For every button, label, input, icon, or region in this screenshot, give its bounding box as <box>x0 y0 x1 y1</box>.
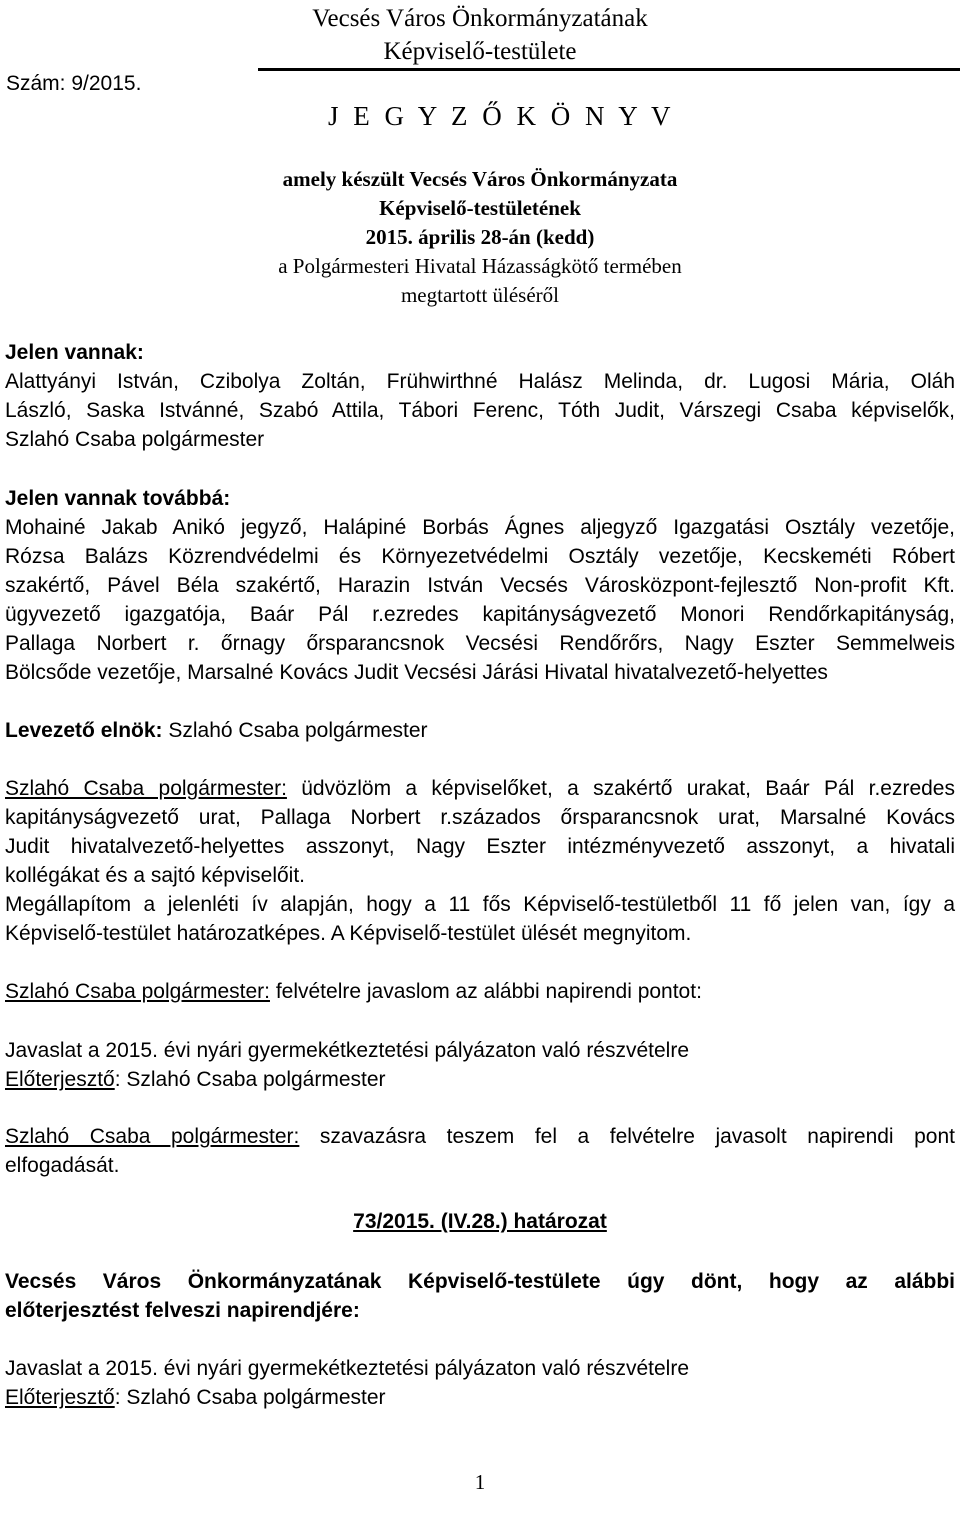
also-present-line: Bölcsőde vezetője, Marsalné Kovács Judit Vecsési Járási Hivatal hivatalvezető-helyettes <box>5 661 828 684</box>
subtitle-line3: 2015. április 28-án (kedd) <box>365 225 595 249</box>
speech3-line <box>5 1122 955 1151</box>
decision-item: Javaslat a 2015. évi nyári gyermekétkeztetési pályázaton való részvételre <box>5 1357 690 1380</box>
speaker-name: Szlahó Csaba polgármester: <box>5 777 287 800</box>
chair-label: Levezető elnök: <box>5 719 163 742</box>
document-number: Szám: 9/2015. <box>6 72 142 95</box>
speech2-line <box>5 977 955 1006</box>
present-line: László, Saska Istvánné, Szabó Attila, Tábori Ferenc, Tóth Judit, Várszegi Csaba képviselők, <box>5 399 955 422</box>
org-name-line1: Vecsés Város Önkormányzatának <box>312 5 648 32</box>
also-present-heading: Jelen vannak továbbá: <box>5 487 231 510</box>
chair-value: Szlahó Csaba polgármester <box>162 719 428 742</box>
also-present-line: szakértő, Pável Béla szakértő, Harazin István Vecsés Városközpont-fejlesztő Non-profit Kft. <box>5 574 955 597</box>
present-line: Alattyányi István, Czibolya Zoltán, Frühwirthné Halász Melinda, dr. Lugosi Mária, Oláh <box>5 370 955 393</box>
agenda-item: Javaslat a 2015. évi nyári gyermekétkeztetési pályázaton való részvételre <box>5 1039 690 1062</box>
decision-line: Vecsés Város Önkormányzatának Képviselő-testülete úgy dönt, hogy az alábbi <box>5 1270 955 1293</box>
present-line: Szlahó Csaba polgármester <box>5 428 265 451</box>
subtitle-line5: megtartott üléséről <box>400 283 560 307</box>
speaker-name: Szlahó Csaba polgármester: <box>5 980 270 1003</box>
org-name-line2: Képviselő-testülete <box>383 38 577 65</box>
presenter-label: Előterjesztő <box>5 1068 115 1091</box>
page-number: 1 <box>474 1470 486 1494</box>
header-rule <box>258 68 960 71</box>
speech1-text: üdvözlöm a képviselőket, a szakértő urakat, Baár Pál r.ezredes <box>286 777 955 800</box>
also-present-line: Rózsa Balázs Közrendvédelmi és Környezetvédelmi Osztály vezetője, Kecskeméti Róbert <box>5 545 955 568</box>
decision-line: előterjesztést felveszi napirendjére: <box>5 1299 360 1322</box>
document-title: J E G Y Z Ő K Ö N Y V <box>328 101 675 131</box>
speech1-line: Judit hivatalvezető-helyettes asszonyt, Nagy Eszter intézményvezető asszonyt, a hivatali <box>5 835 955 858</box>
also-present-line: ügyvezető igazgatója, Baár Pál r.ezredes kapitányságvezető Monori Rendőrkapitányság, <box>5 603 955 626</box>
speech1-line: kapitányságvezető urat, Pallaga Norbert r.százados őrsparancsnok urat, Marsalné Kovács <box>5 806 955 829</box>
present-heading: Jelen vannak: <box>5 341 144 364</box>
speech2-text: felvételre javaslom az alábbi napirendi pontot: <box>269 980 702 1003</box>
speech1-line: Képviselő-testület határozatképes. A Képviselő-testület ülését megnyitom. <box>5 922 692 945</box>
speech1-line: kollégákat és a sajtó képviselőit. <box>5 864 305 887</box>
also-present-line: Pallaga Norbert r. őrnagy őrsparancsnok Vecsési Rendőrőrs, Nagy Eszter Semmelweis <box>5 632 955 655</box>
decision-presenter <box>5 1383 955 1412</box>
presenter-label: Előterjesztő <box>5 1386 115 1409</box>
speech1-line: Megállapítom a jelenléti ív alapján, hogy a 11 fős Képviselő-testületből 11 fő jelen van, így a <box>5 893 955 916</box>
speech3-text: szavazásra teszem fel a felvételre javasolt napirendi pont <box>299 1125 955 1148</box>
subtitle-line1: amely készült Vecsés Város Önkormányzata <box>282 167 678 191</box>
presenter-value: : Szlahó Csaba polgármester <box>114 1068 386 1091</box>
also-present-line: Mohainé Jakab Anikó jegyző, Halápiné Borbás Ágnes aljegyző Igazgatási Osztály vezetője, <box>5 516 955 539</box>
chair-line <box>5 716 955 745</box>
subtitle-line2: Képviselő-testületének <box>379 196 581 220</box>
speaker-name: Szlahó Csaba polgármester: <box>5 1125 300 1148</box>
speech1-line <box>5 774 955 803</box>
subtitle-line4: a Polgármesteri Hivatal Házasságkötő termében <box>278 254 682 278</box>
speech3-line: elfogadását. <box>5 1154 120 1177</box>
decision-number: 73/2015. (IV.28.) határozat <box>353 1210 607 1233</box>
presenter-value: : Szlahó Csaba polgármester <box>114 1386 386 1409</box>
agenda-presenter <box>5 1065 955 1094</box>
